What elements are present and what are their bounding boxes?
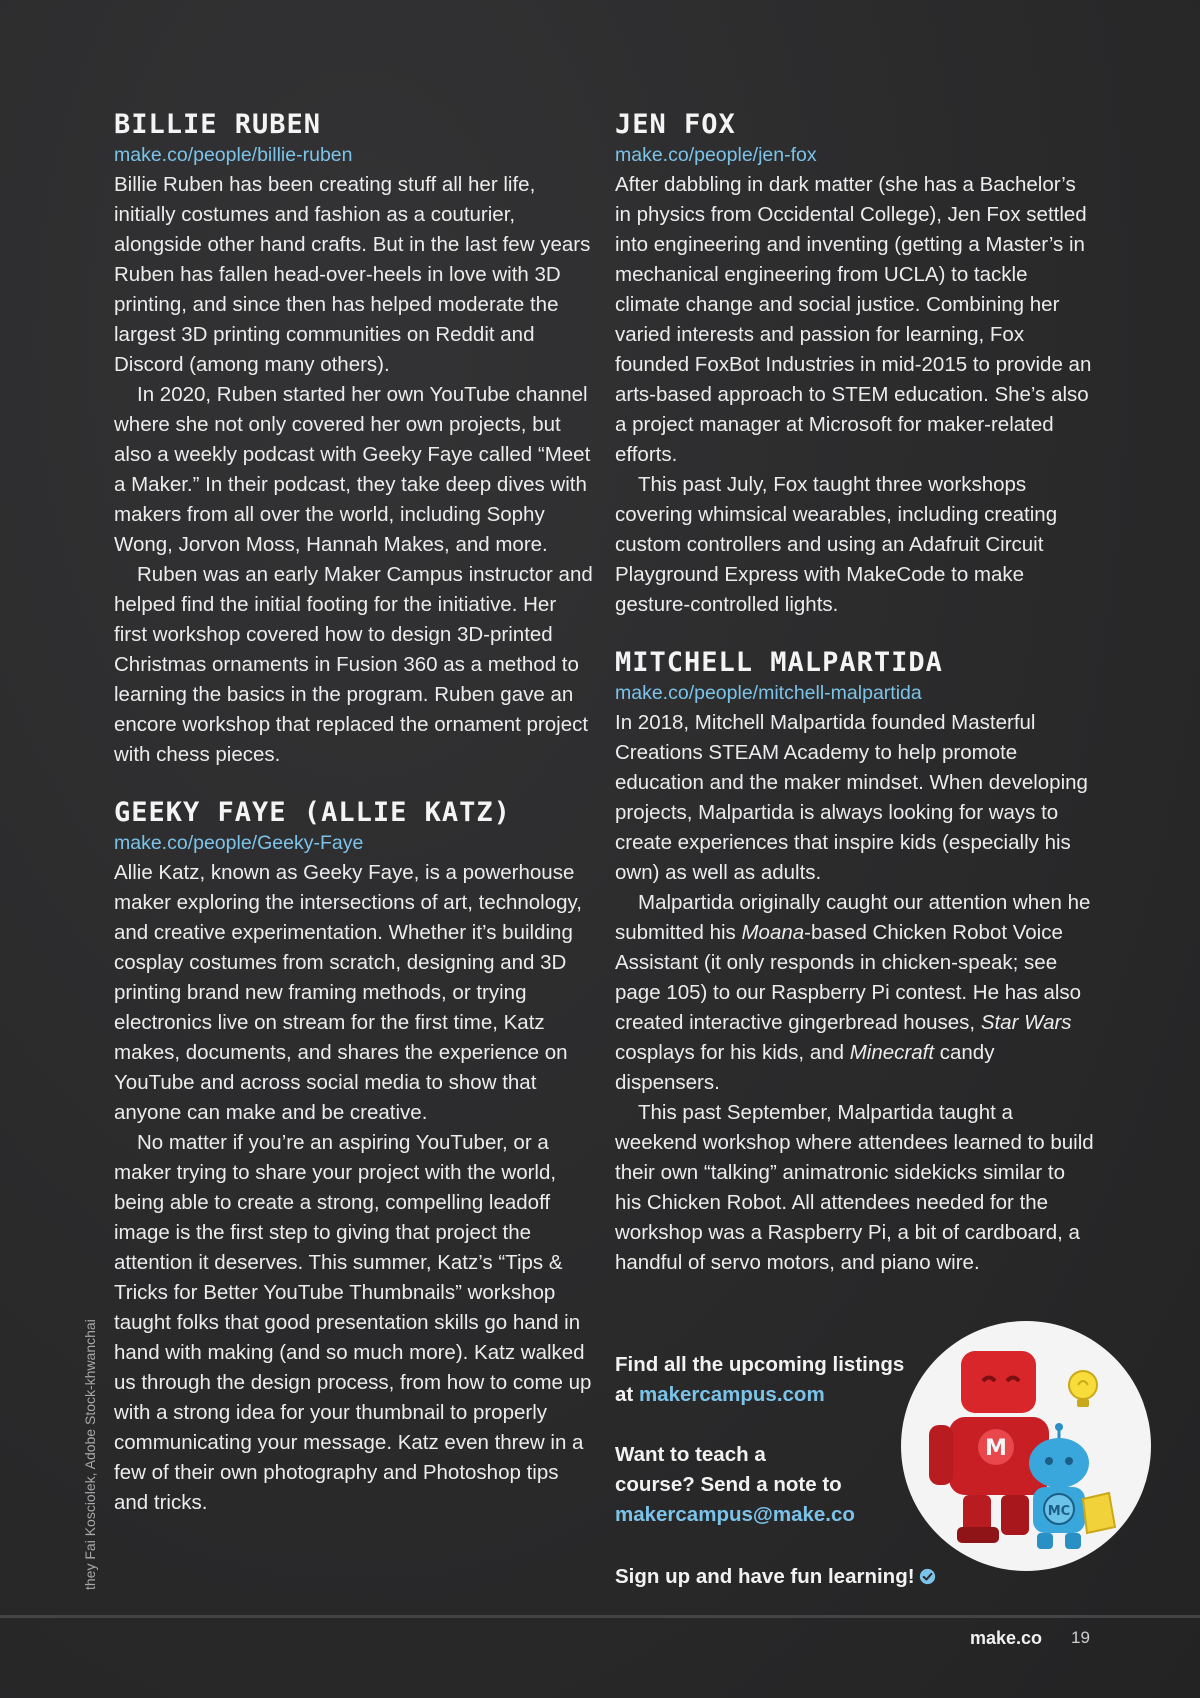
- footer-site[interactable]: make.co: [970, 1628, 1043, 1648]
- page-number: 19: [1071, 1628, 1090, 1647]
- checkmark-badge-icon: [919, 1568, 936, 1585]
- cta-teach: [615, 1440, 855, 1530]
- section-heading: BILLIE RUBEN: [114, 109, 322, 140]
- maker-campus-robots-illustration: [901, 1321, 1151, 1571]
- cta-text: Find all the upcoming listings: [615, 1353, 905, 1376]
- paragraph: No matter if you’re an aspiring YouTuber, or a maker trying to share your project with the world, being able to create a strong, compelling leadoff image is the first step to giving that project the attention it deserves. This summer, Katz’s “Tips & Tricks for Better YouTube Thumbnails” workshop taught folks that good presentation skills go hand in hand with making (and so much more). Katz walked us through the design process, from how to come up with a strong idea for your thumbnail to properly communicating your message. Katz even threw in a few of their own photography and Photoshop tips and tricks.: [114, 1131, 592, 1514]
- cta-text: Want to teach a: [615, 1443, 766, 1466]
- section-heading: GEEKY FAYE (ALLIE KATZ): [114, 797, 511, 828]
- svg-text:M: M: [985, 1436, 1007, 1461]
- cta-text-run: at: [615, 1383, 639, 1406]
- cta-listings: [615, 1350, 904, 1410]
- cta-text: course? Send a note to: [615, 1473, 842, 1496]
- footer-divider: [0, 1615, 1200, 1618]
- cta-signup: [615, 1562, 936, 1592]
- svg-text:MC: MC: [1047, 1504, 1071, 1519]
- text-run: cosplays for his kids, and: [615, 1041, 850, 1064]
- profile-link[interactable]: make.co/people/Geeky-Faye: [114, 832, 364, 854]
- paragraph: Billie Ruben has been creating stuff all her life, initially costumes and fashion as a couturier, alongside other hand crafts. But in the last few years Ruben has fallen head-over-heels in love with 3D printing, and since then has helped moderate the largest 3D printing communities on Reddit and Discord (among many others).: [114, 173, 591, 376]
- paragraph: Ruben was an early Maker Campus instructor and helped find the initial footing for the initiative. Her first workshop covered how to design 3D-printed Christmas ornaments in Fusion 360 as a method to learning the basics in the program. Ruben gave an encore workshop that replaced the ornament project with chess pieces.: [114, 563, 593, 766]
- profile-geeky-faye: [114, 796, 594, 1518]
- paragraph: After dabbling in dark matter (she has a Bachelor’s in physics from Occidental College), Jen Fox settled into engineering and inventing (getting a Master’s in mechanical engineering from UCLA) to tackle climate change and social justice. Combining her varied interests and passion for learning, Fox founded FoxBot Industries in mid-2015 to provide an arts-based approach to STEM education. She’s also a project manager at Microsoft for maker-related efforts.: [615, 173, 1092, 466]
- cta-text-run: Sign up and have fun learning!: [615, 1565, 915, 1588]
- profile-mitchell-malpartida: [615, 646, 1095, 1278]
- paragraph: This past September, Malpartida taught a weekend workshop where attendees learned to build their own “talking” animatronic sidekicks similar to his Chicken Robot. All attendees needed for the workshop was a Raspberry Pi, a bit of cardboard, a handful of servo motors, and piano wire.: [615, 1101, 1094, 1274]
- section-heading: MITCHELL MALPARTIDA: [615, 647, 943, 678]
- paragraph: [615, 888, 1095, 1098]
- profile-link[interactable]: make.co/people/mitchell-malpartida: [615, 682, 922, 704]
- left-column: [114, 108, 594, 1544]
- paragraph: This past July, Fox taught three workshops covering whimsical wearables, including creating custom controllers and using an Adafruit Circuit Playground Express with MakeCode to make gesture-controlled lights.: [615, 473, 1058, 616]
- profile-link[interactable]: make.co/people/billie-ruben: [114, 144, 353, 166]
- text-run: -based Chicken Robot Voice Assistant (it only responds in chicken-speak; see page 105) to our Raspberry Pi contest. He has also created interactive gingerbread houses,: [615, 921, 1082, 1034]
- text-run: Malpartida originally caught our attention when he submitted his: [615, 891, 1091, 944]
- cta-signup-line: [615, 1562, 936, 1592]
- italic-title: Moana: [741, 921, 805, 944]
- section-heading: JEN FOX: [615, 109, 736, 140]
- photo-credit: they Fai Kosciolek, Adobe Stock-khwanchai: [82, 1319, 98, 1590]
- cta-email-line: [615, 1500, 855, 1530]
- robots-icon: [901, 1321, 1151, 1571]
- text-run: candy dispensers.: [615, 1041, 995, 1094]
- email-link[interactable]: makercampus@make.co: [615, 1503, 855, 1526]
- makercampus-link[interactable]: makercampus.com: [638, 1383, 825, 1406]
- cta-text: [615, 1380, 904, 1410]
- profile-jen-fox: [615, 108, 1095, 620]
- paragraph: Allie Katz, known as Geeky Faye, is a powerhouse maker exploring the intersections of art, technology, and creative experimentation. Whether it’s building cosplay costumes from scratch, designing and 3D printing brand new framing methods, or trying electronics live on stream for the first time, Katz makes, documents, and shares the experience on YouTube and across social media to show that anyone can make and be creative.: [114, 861, 582, 1124]
- profile-billie-ruben: [114, 108, 594, 770]
- italic-title: Minecraft: [849, 1041, 935, 1064]
- profile-link[interactable]: make.co/people/jen-fox: [615, 144, 817, 166]
- right-column: [615, 108, 1095, 1304]
- italic-title: Star Wars: [980, 1011, 1072, 1034]
- paragraph: In 2018, Mitchell Malpartida founded Masterful Creations STEAM Academy to help promote education and the maker mindset. When developing projects, Malpartida is always looking for ways to create experiences that inspire kids (especially his own) as well as adults.: [615, 711, 1088, 884]
- paragraph: In 2020, Ruben started her own YouTube channel where she not only covered her own projects, but also a weekly podcast with Geeky Faye called “Meet a Maker.” In their podcast, they take deep dives with makers from all over the world, including Sophy Wong, Jorvon Moss, Hannah Makes, and more.: [114, 383, 591, 556]
